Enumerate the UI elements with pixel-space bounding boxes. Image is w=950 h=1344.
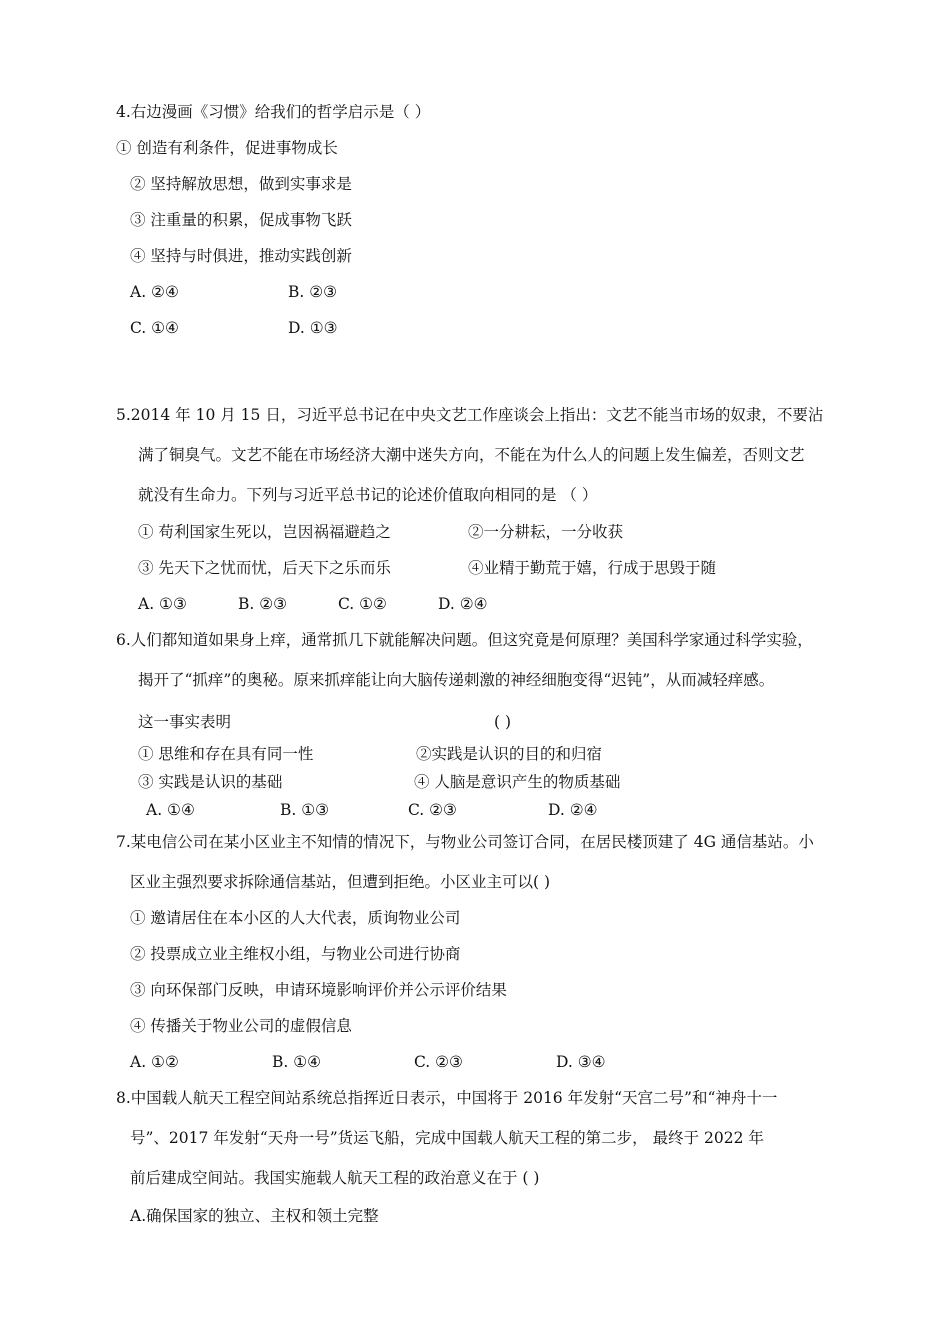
q5-stem-line-1: 5.2014 年 10 月 15 日，习近平总书记在中央文艺工作座谈会上指出：文艺不能当市场的奴隶，不要沾 xyxy=(116,406,824,424)
q5-stem-line-3: 就没有生命力。下列与习近平总书记的论述价值取向相同的是 （ ） xyxy=(138,486,598,504)
q4-choice-a: A. ②④ xyxy=(130,283,179,301)
q5-choice-d: D. ②④ xyxy=(438,595,488,613)
q7-option-1: ① 邀请居住在本小区的人大代表，质询物业公司 xyxy=(130,909,461,927)
q4-option-3: ③ 注重量的积累，促成事物飞跃 xyxy=(130,211,352,229)
q8-choice-a: A.确保国家的独立、主权和领土完整 xyxy=(130,1207,379,1225)
q7-choice-c: C. ②③ xyxy=(414,1053,463,1071)
q8-stem-line-1: 8.中国载人航天工程空间站系统总指挥近日表示，中国将于 2016 年发射“天宫二号”和“神舟十一 xyxy=(116,1089,778,1107)
q6-option-4: ④ 人脑是意识产生的物质基础 xyxy=(414,773,621,791)
q7-choice-d: D. ③④ xyxy=(556,1053,606,1071)
q4-stem: 4.右边漫画《习惯》给我们的哲学启示是（ ） xyxy=(116,103,431,121)
q7-choice-b: B. ①④ xyxy=(272,1053,322,1071)
q6-answer-paren: ( ) xyxy=(494,713,512,731)
q5-option-2: ②一分耕耘，一分收获 xyxy=(468,523,624,541)
q6-option-1: ① 思维和存在具有同一性 xyxy=(138,745,314,763)
q6-option-3: ③ 实践是认识的基础 xyxy=(138,773,283,791)
q6-stem-text: 这一事实表明 xyxy=(138,713,232,731)
q6-choice-b: B. ①③ xyxy=(280,801,330,819)
q4-option-2: ② 坚持解放思想，做到实事求是 xyxy=(130,175,352,193)
q4-choice-c: C. ①④ xyxy=(130,319,179,337)
q5-option-1: ① 苟利国家生死以，岂因祸福避趋之 xyxy=(138,523,391,541)
q5-choice-a: A. ①③ xyxy=(138,595,187,613)
q7-option-2: ② 投票成立业主维权小组，与物业公司进行协商 xyxy=(130,945,461,963)
q7-option-3: ③ 向环保部门反映，申请环境影响评价并公示评价结果 xyxy=(130,981,507,999)
q8-stem-line-2: 号”、2017 年发射“天舟一号”货运飞船，完成中国载人航天工程的第二步， 最终于 2022 年 xyxy=(130,1129,764,1147)
q7-choice-a: A. ①② xyxy=(130,1053,179,1071)
q5-stem-line-2: 满了铜臭气。文艺不能在市场经济大潮中迷失方向，不能在为什么人的问题上发生偏差，否则文艺 xyxy=(138,446,805,464)
q7-stem-line-1: 7.某电信公司在某小区业主不知情的情况下，与物业公司签订合同，在居民楼顶建了 4G 通信基站。小 xyxy=(116,833,814,851)
q6-choice-c: C. ②③ xyxy=(408,801,457,819)
q6-option-2: ②实践是认识的目的和归宿 xyxy=(416,745,603,763)
q4-choice-d: D. ①③ xyxy=(288,319,338,337)
q8-stem-line-3: 前后建成空间站。我国实施载人航天工程的政治意义在于 ( ) xyxy=(130,1169,540,1187)
q6-stem-line-2: 揭开了“抓痒”的奥秘。原来抓痒能让向大脑传递刺激的神经细胞变得“迟钝”，从而减轻痒感。 xyxy=(138,671,775,689)
q5-choice-b: B. ②③ xyxy=(238,595,288,613)
q7-option-4: ④ 传播关于物业公司的虚假信息 xyxy=(130,1017,352,1035)
q4-option-4: ④ 坚持与时俱进，推动实践创新 xyxy=(130,247,352,265)
q6-choice-d: D. ②④ xyxy=(548,801,598,819)
q7-stem-line-2: 区业主强烈要求拆除通信基站，但遭到拒绝。小区业主可以( ) xyxy=(130,873,551,891)
q5-choice-c: C. ①② xyxy=(338,595,387,613)
q6-choice-a: A. ①④ xyxy=(146,801,195,819)
q6-stem-line-1: 6.人们都知道如果身上痒，通常抓几下就能解决问题。但这究竟是何原理？美国科学家通过科学实验， xyxy=(116,631,813,649)
q4-option-1: ① 创造有利条件，促进事物成长 xyxy=(116,139,338,157)
q5-option-4: ④业精于勤荒于嬉，行成于思毁于随 xyxy=(468,559,717,577)
q5-option-3: ③ 先天下之忧而忧，后天下之乐而乐 xyxy=(138,559,391,577)
q4-choice-b: B. ②③ xyxy=(288,283,338,301)
